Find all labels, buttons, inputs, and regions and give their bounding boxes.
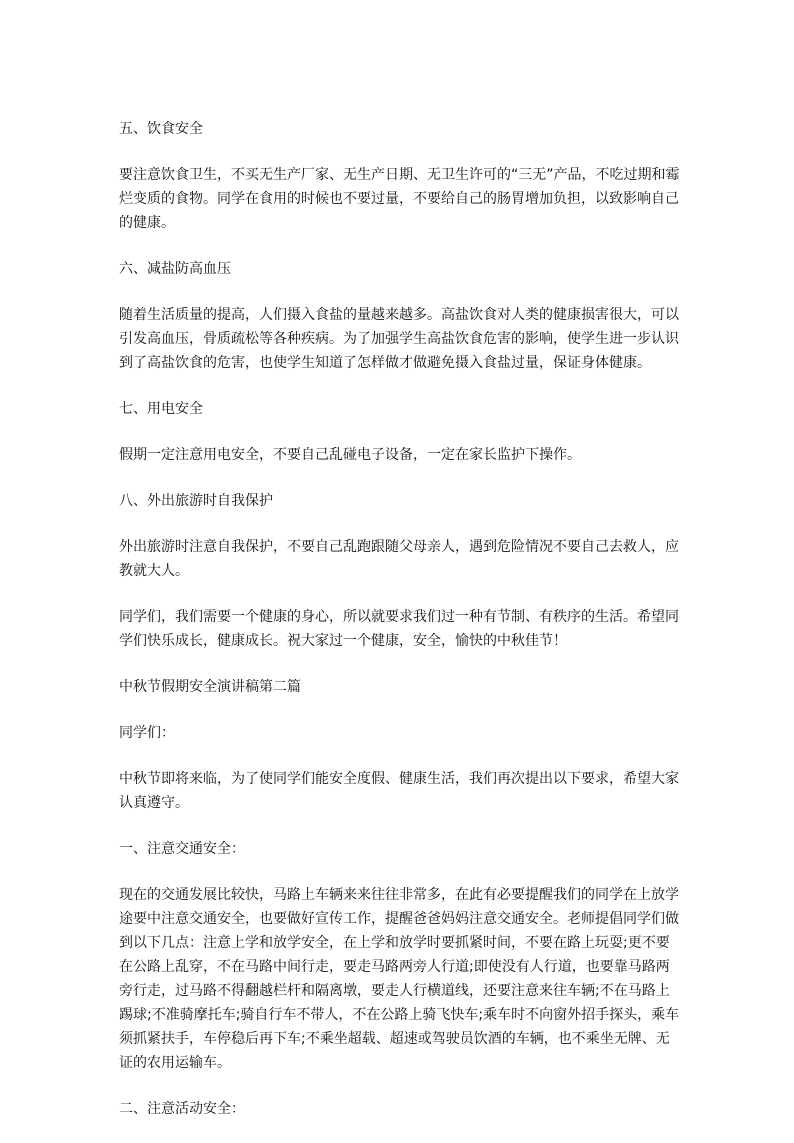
paragraph-traffic: 现在的交通发展比较快，马路上车辆来来往往非常多，在此有必要提醒我们的同学在上放学途要中注意交通安全，也要做好宣传工作，提醒爸爸妈妈注意交通安全。老师提倡同学们做到以下几点：注意上学和放学安全，在上学和放学时要抓紧时间，不要在路上玩耍;更不要在公路上乱穿，不在马路中间行走，要走马路两旁人行道;即使没有人行道，也要靠马路两旁行走，过马路不得翻越栏杆和隔离墩，要走人行横道线，还要注意来往车辆;不在马路上踢球;不准骑摩托车;骑自行车不带人，不在公路上骑飞快车;乘车时不向窗外招手探头，乘车须抓紧扶手，车停稳后再下车;不乘坐超载、超速或驾驶员饮酒的车辆，也不乘坐无牌、无证的农用运输车。 <box>119 887 680 1071</box>
paragraph-electricity: 假期一定注意用电安全，不要自己乱碰电子设备，一定在家长监护下操作。 <box>119 447 581 463</box>
salutation: 同学们： <box>119 725 175 741</box>
document-page <box>119 117 681 1143</box>
paragraph-travel: 外出旅游时注意自我保护，不要自己乱跑跟随父母亲人，遇到危险情况不要自己去救人，应教就大人。 <box>119 539 679 579</box>
section-heading-travel: 八、外出旅游时自我保护 <box>119 493 273 509</box>
section-heading-salt: 六、减盐防高血压 <box>119 261 231 277</box>
paragraph-closing: 同学们，我们需要一个健康的身心，所以就要求我们过一种有节制、有秩序的生活。希望同学们快乐成长，健康成长。祝大家过一个健康，安全，愉快的中秋佳节！ <box>119 609 679 649</box>
section-heading-activity: 二、注意活动安全： <box>119 1101 245 1117</box>
paragraph-intro: 中秋节即将来临，为了使同学们能安全度假、健康生活，我们再次提出以下要求，希望大家认真遵守。 <box>119 771 679 811</box>
section-heading-food-safety: 五、饮食安全 <box>119 121 203 137</box>
section-heading-electricity: 七、用电安全 <box>119 401 203 417</box>
document-title-part-two: 中秋节假期安全演讲稿第二篇 <box>119 679 301 695</box>
paragraph-salt: 随着生活质量的提高，人们摄入食盐的量越来越多。高盐饮食对人类的健康损害很大，可以引发高血压，骨质疏松等各种疾病。为了加强学生高盐饮食危害的影响，使学生进一步认识到了高盐饮食的危害，也使学生知道了怎样做才做避免摄入食盐过量，保证身体健康。 <box>119 307 679 371</box>
section-heading-traffic: 一、注意交通安全： <box>119 841 245 857</box>
paragraph-food-safety: 要注意饮食卫生，不买无生产厂家、无生产日期、无卫生许可的“三无”产品，不吃过期和霉烂变质的食物。同学在食用的时候也不要过量，不要给自己的肠胃增加负担，以致影响自己的健康。 <box>119 167 680 231</box>
